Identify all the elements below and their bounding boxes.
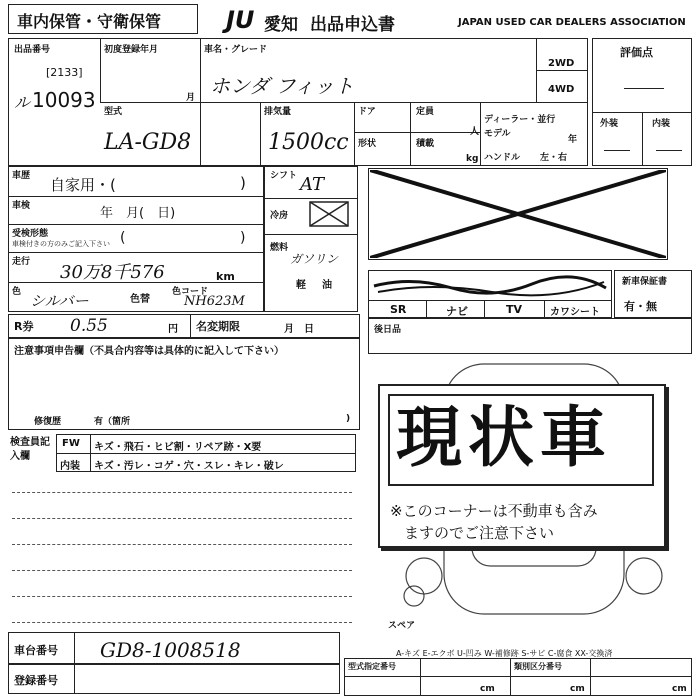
capacity-label: 定員 bbox=[416, 107, 435, 117]
new-warranty-value: 有・無 bbox=[624, 300, 657, 313]
equipment-kawa: カワシート bbox=[550, 307, 600, 318]
repair-history-label: 修復歴 bbox=[34, 417, 62, 427]
model-type-value: LA-GD8 bbox=[104, 130, 192, 155]
r-cert-yen: 円 bbox=[168, 324, 178, 335]
equipment-tv: TV bbox=[506, 303, 523, 316]
car-name-label: 車名・グレード bbox=[204, 45, 268, 55]
name-change-label: 名変期限 bbox=[196, 320, 240, 333]
fw-label: FW bbox=[62, 438, 80, 449]
fuel-oil: 油 bbox=[322, 280, 332, 291]
history-value: 自家用・( bbox=[50, 176, 116, 194]
cm-unit-1: cm bbox=[480, 684, 495, 694]
model-cert-label: 型式指定番号 bbox=[348, 662, 396, 671]
rating-label: 評価点 bbox=[620, 46, 653, 59]
notes-title: 注意事項申告欄（不具合内容等は具体的に記入して下さい） bbox=[14, 346, 284, 357]
storage-box bbox=[8, 4, 198, 34]
as-is-note-2: ますのでご注意下さい bbox=[404, 524, 555, 542]
inspection-label: 車検 bbox=[12, 201, 31, 211]
chassis-label: 車台番号 bbox=[14, 644, 58, 657]
r-cert-value: 0.55 bbox=[70, 316, 108, 336]
drive-4wd: 4WD bbox=[548, 84, 575, 95]
first-registration-month-unit: 月 bbox=[186, 93, 196, 103]
interior-items: キズ・汚レ・コゲ・穴・スレ・キレ・破レ bbox=[94, 461, 284, 472]
cm-unit-2: cm bbox=[570, 684, 585, 694]
model-year-label: モデル bbox=[484, 129, 511, 139]
mileage-unit: km bbox=[216, 270, 235, 283]
spare-label: スペア bbox=[388, 621, 416, 631]
cooler-crossed-box bbox=[306, 198, 352, 230]
doors-label: ドア bbox=[358, 107, 376, 117]
recolor-label: 色替 bbox=[130, 294, 150, 305]
association-name: JAPAN USED CAR DEALERS ASSOCIATION bbox=[458, 17, 686, 28]
equipment-navi: ナビ bbox=[446, 305, 468, 318]
interior-label: 内装 bbox=[652, 119, 671, 129]
receipt-label: 受検形態 bbox=[12, 229, 49, 239]
handle-value: 左・右 bbox=[540, 153, 568, 163]
post-input-label: 後日品 bbox=[374, 325, 402, 335]
fuel-gasoline: ガソリン bbox=[290, 252, 339, 266]
as-is-note-1: ※このコーナーは不動車も含み bbox=[390, 502, 598, 520]
model-year-unit: 年 bbox=[568, 135, 578, 145]
new-warranty-label: 新車保証書 bbox=[622, 277, 668, 287]
cooler-label: 冷房 bbox=[270, 211, 289, 221]
displacement-value: 1500cc bbox=[268, 130, 349, 155]
displacement-label: 排気量 bbox=[264, 107, 292, 117]
shift-value: AT bbox=[300, 174, 325, 195]
fuel-light: 軽 bbox=[296, 280, 306, 291]
form-title: 出品申込書 bbox=[310, 15, 395, 35]
as-is-title: 現状車 bbox=[396, 399, 612, 476]
dealer-label: ディーラー・並行 bbox=[484, 115, 556, 125]
mileage-label: 走行 bbox=[12, 257, 31, 267]
lot-number-value: 10093 bbox=[32, 88, 96, 112]
first-registration-label: 初度登録年月 bbox=[104, 45, 159, 55]
lot-code: [2133] bbox=[46, 66, 83, 79]
r-cert-label: R券 bbox=[14, 320, 34, 333]
fw-items: キズ・飛石・ヒビ割・リペア跡・X要 bbox=[94, 442, 262, 453]
load-unit: kg bbox=[466, 154, 479, 164]
inspection-value: 年 月( 日) bbox=[100, 206, 176, 221]
equipment-sr: SR bbox=[390, 303, 407, 316]
fuel-label: 燃料 bbox=[270, 243, 289, 253]
rating-value-dash bbox=[624, 88, 664, 89]
model-type-label: 型式 bbox=[104, 107, 123, 117]
post-input-box bbox=[368, 318, 692, 354]
category-label: 類別区分番号 bbox=[514, 662, 562, 671]
shape-label: 形状 bbox=[358, 139, 377, 149]
capacity-unit: 人 bbox=[470, 127, 480, 137]
handle-label: ハンドル bbox=[484, 153, 521, 163]
history-label: 車歴 bbox=[12, 171, 31, 181]
car-name-value: ホンダ フィット bbox=[210, 74, 354, 98]
repair-history-value: 有（箇所 bbox=[94, 417, 131, 427]
load-label: 積載 bbox=[416, 139, 435, 149]
history-paren-close: ) bbox=[240, 174, 246, 192]
interior-row-label: 内装 bbox=[60, 461, 80, 472]
color-value: シルバー bbox=[30, 292, 89, 310]
damage-legend: A-キズ E-エクボ U-凹み W-補修跡 S-サビ C-腐食 XX-交換済 bbox=[396, 649, 613, 658]
ju-logo: JU bbox=[226, 6, 255, 34]
cross-out-mark bbox=[370, 170, 666, 258]
registration-label: 登録番号 bbox=[14, 674, 58, 687]
color-label: 色 bbox=[12, 287, 22, 297]
storage-label: 車内保管・守衛保管 bbox=[17, 12, 162, 31]
color-code-label: 色コード bbox=[172, 287, 209, 297]
receipt-paren-open: ( bbox=[120, 230, 126, 246]
receipt-sub: 車検付きの方のみご記入下さい bbox=[12, 240, 110, 248]
repair-paren-close: ) bbox=[346, 414, 351, 424]
lot-prefix: ル bbox=[14, 93, 31, 112]
color-code-value: NH623M bbox=[184, 294, 245, 309]
chassis-value: GD8-1008518 bbox=[100, 638, 241, 662]
inspector-label: 検査員記入欄 bbox=[10, 437, 50, 462]
shift-label: シフト bbox=[270, 171, 298, 181]
mileage-value: 30万8千576 bbox=[60, 262, 165, 283]
cm-unit-3: cm bbox=[672, 684, 687, 694]
receipt-paren-close: ) bbox=[240, 230, 246, 246]
org-name: 愛知 bbox=[264, 15, 298, 35]
equipment-scribble bbox=[372, 274, 608, 298]
drive-2wd: 2WD bbox=[548, 58, 575, 69]
exterior-label: 外装 bbox=[600, 119, 619, 129]
name-change-date: 月 日 bbox=[284, 324, 314, 335]
lot-number-label: 出品番号 bbox=[14, 45, 51, 55]
